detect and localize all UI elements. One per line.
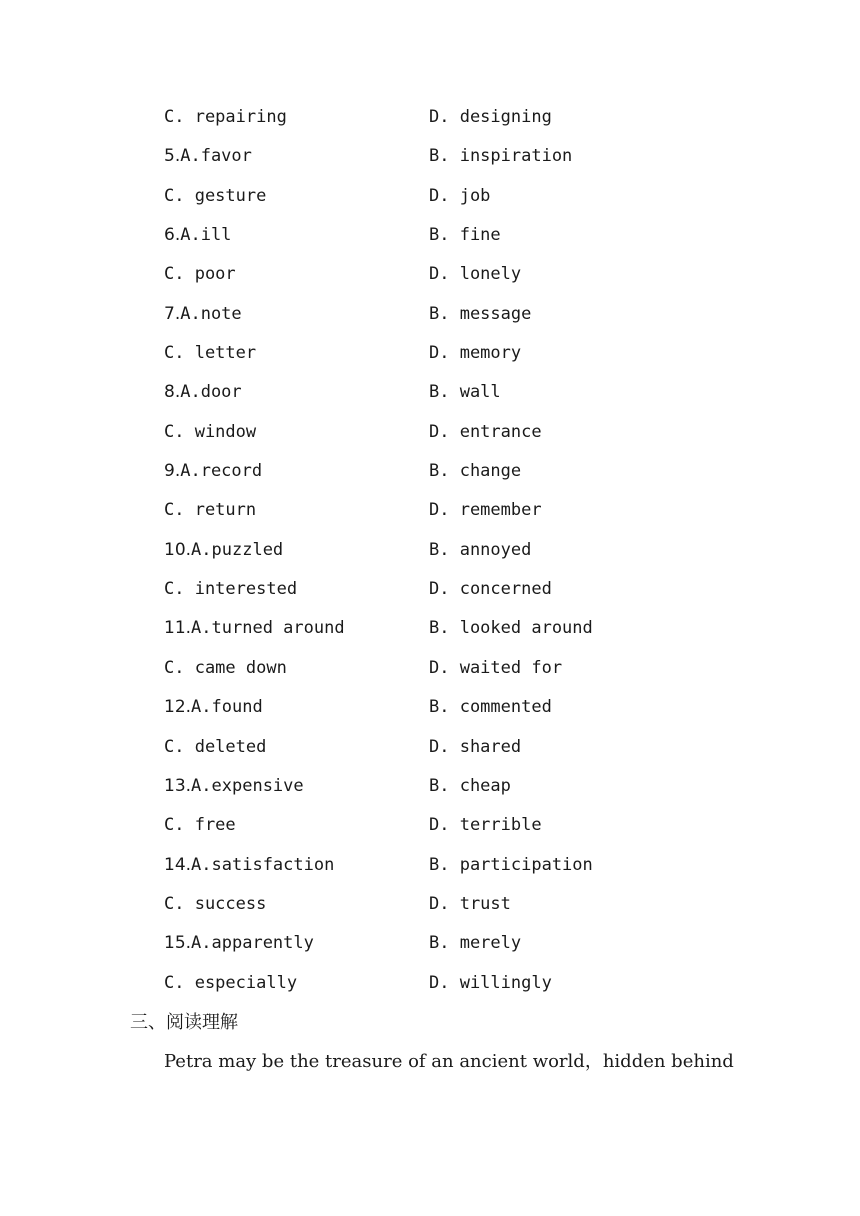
option-left (164, 772, 304, 800)
option-left-text: C. window (164, 421, 257, 442)
option-row (0, 614, 860, 653)
option-left (164, 536, 283, 564)
option-row (0, 693, 860, 732)
option-left-text: A.door (180, 382, 242, 403)
option-right: B. fine (429, 225, 501, 246)
option-right: B. change (429, 461, 522, 482)
option-right: D. lonely (429, 264, 522, 285)
option-left-text: C. interested (164, 579, 298, 600)
reading-paragraph: Petra may be the treasure of an ancient world，hidden behind (164, 1051, 734, 1072)
option-left-text: A.found (191, 697, 263, 718)
option-left (164, 851, 334, 879)
question-number: 14. (164, 854, 192, 875)
option-right: D. job (429, 185, 491, 206)
option-left-text: C. success (164, 893, 267, 914)
option-left-text: A.puzzled (191, 539, 284, 560)
option-row (0, 654, 860, 693)
option-left-text: C. especially (164, 972, 298, 993)
option-right: D. terrible (429, 815, 542, 836)
option-left (164, 929, 314, 957)
option-left-text: C. repairing (164, 107, 287, 127)
option-right: B. message (429, 303, 532, 324)
question-number: 6. (164, 225, 181, 246)
option-left (164, 693, 263, 721)
option-left-text: A.apparently (191, 933, 314, 954)
option-right: B. participation (429, 854, 593, 875)
question-number: 15. (164, 933, 192, 954)
option-left (164, 418, 256, 446)
option-row (0, 851, 860, 890)
option-right: D. waited for (429, 657, 563, 678)
option-right: D. memory (429, 343, 522, 364)
question-number: 5. (164, 146, 181, 167)
option-left-text: A.satisfaction (191, 854, 335, 875)
option-right: D. concerned (429, 579, 552, 600)
option-left (164, 378, 242, 406)
option-left-text: C. free (164, 815, 236, 836)
option-right: B. wall (429, 382, 501, 403)
options-list (0, 103, 860, 1008)
option-left (164, 457, 262, 485)
option-right: B. inspiration (429, 146, 573, 167)
question-number: 13. (164, 775, 192, 796)
question-number: 9. (164, 461, 181, 482)
section-heading: 三、阅读理解 (130, 1012, 238, 1033)
option-right: D. shared (429, 736, 522, 757)
option-row (0, 536, 860, 575)
option-right: D. remember (429, 500, 542, 521)
option-right: B. looked around (429, 618, 593, 639)
option-row (0, 890, 860, 929)
option-row (0, 929, 860, 968)
option-right: D. designing (429, 107, 552, 127)
option-right: B. annoyed (429, 539, 532, 560)
option-left-text: C. gesture (164, 185, 267, 206)
question-number: 10. (164, 539, 192, 560)
option-right: D. willingly (429, 972, 552, 993)
option-row (0, 300, 860, 339)
option-left-text: A.expensive (191, 775, 304, 796)
option-left-text: C. poor (164, 264, 236, 285)
option-left-text: A.note (180, 303, 242, 324)
option-row (0, 103, 860, 142)
option-left (164, 575, 297, 603)
question-number: 7. (164, 303, 181, 324)
option-left-text: A.turned around (191, 618, 345, 639)
option-row (0, 142, 860, 181)
option-row (0, 969, 860, 1008)
question-number: 11. (164, 618, 192, 639)
option-right: B. merely (429, 933, 522, 954)
option-left (164, 182, 266, 210)
option-row (0, 457, 860, 496)
option-left (164, 969, 297, 997)
option-left (164, 654, 287, 682)
option-row (0, 221, 860, 260)
question-number: 12. (164, 697, 192, 718)
option-left-text: C. letter (164, 343, 257, 364)
option-left (164, 103, 287, 131)
option-row (0, 182, 860, 221)
option-left (164, 221, 231, 249)
option-left (164, 811, 236, 839)
option-row (0, 733, 860, 772)
option-left-text: C. came down (164, 657, 287, 678)
option-right: D. entrance (429, 421, 542, 442)
option-row (0, 772, 860, 811)
option-left-text: C. return (164, 500, 257, 521)
option-left (164, 300, 242, 328)
option-left (164, 614, 345, 642)
option-left-text: A.ill (180, 225, 232, 246)
option-left (164, 339, 256, 367)
option-right: B. cheap (429, 775, 511, 796)
option-right: D. trust (429, 893, 511, 914)
option-row (0, 418, 860, 457)
option-left-text: A.record (180, 461, 263, 482)
option-left (164, 496, 256, 524)
option-left (164, 142, 252, 170)
option-left (164, 733, 266, 761)
option-left-text: C. deleted (164, 736, 267, 757)
option-row (0, 260, 860, 299)
question-number: 8. (164, 382, 181, 403)
option-right: B. commented (429, 697, 552, 718)
option-left (164, 890, 266, 918)
option-left-text: A.favor (180, 146, 252, 167)
option-left (164, 260, 236, 288)
option-row (0, 496, 860, 535)
option-row (0, 339, 860, 378)
option-row (0, 378, 860, 417)
option-row (0, 575, 860, 614)
option-row (0, 811, 860, 850)
